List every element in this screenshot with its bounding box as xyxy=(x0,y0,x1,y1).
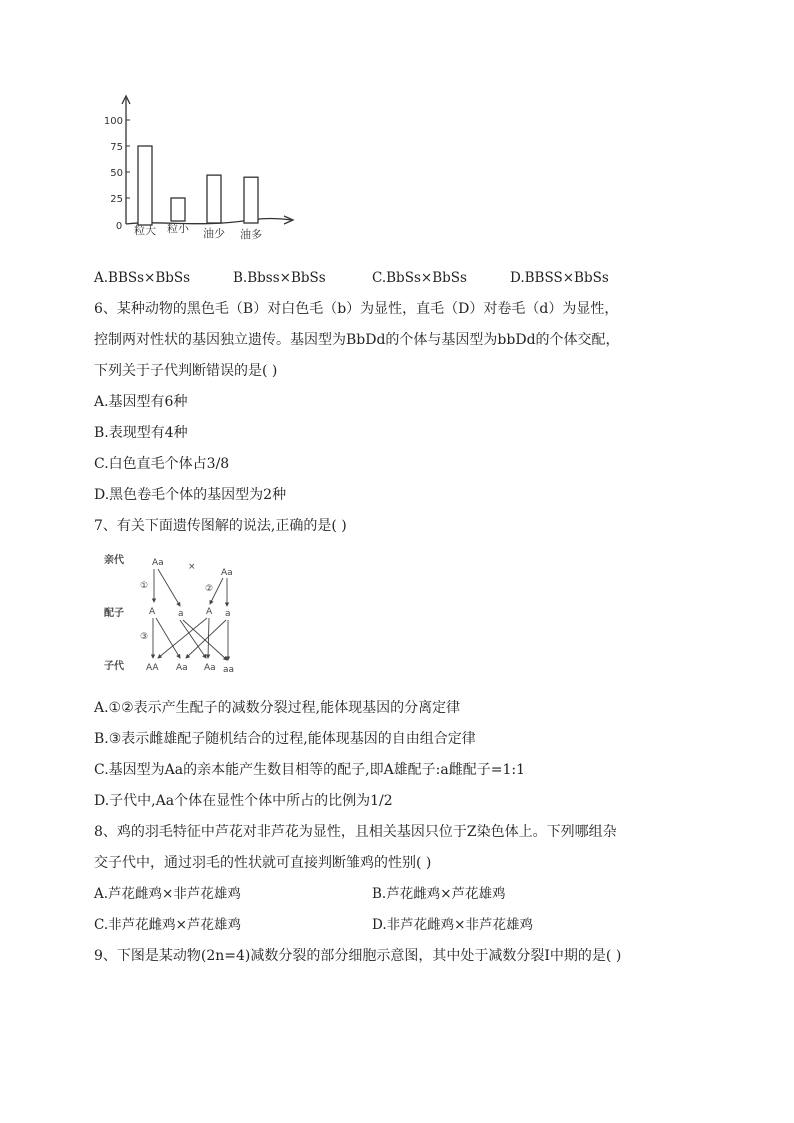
q7-stem: 7、有关下面遗传图解的说法,正确的是( ) xyxy=(94,518,347,534)
q7-option-d: D.子代中,Aa个体在显性个体中所占的比例为1/2 xyxy=(94,793,393,809)
cross-symbol: × xyxy=(188,562,196,572)
marker-3: ③ xyxy=(140,632,149,642)
q8-option-b: B.芦花雌鸡×芦花雄鸡 xyxy=(372,886,506,902)
row-label-gametes: 配子 xyxy=(104,608,124,619)
q9-stem: 9、下图是某动物(2n=4)减数分裂的部分细胞示意图，其中处于减数分裂I中期的是( ) xyxy=(94,948,622,964)
marker-2: ② xyxy=(205,584,214,594)
bar-chart xyxy=(100,92,305,244)
y-tick-label: 100 xyxy=(103,116,123,127)
x-category-label: 油少 xyxy=(203,227,225,240)
row-label-offspring: 子代 xyxy=(104,661,124,672)
q6-option-d: D.黑色卷毛个体的基因型为2种 xyxy=(94,487,287,503)
q6-option-c: C.白色直毛个体占3/8 xyxy=(94,456,230,472)
q6-stem-line-1: 6、某种动物的黑色毛（B）对白色毛（b）为显性，直毛（D）对卷毛（d）为显性， xyxy=(94,301,619,317)
y-tick-label: 50 xyxy=(110,168,123,179)
q5-option-d: D.BBSS×BbSs xyxy=(510,270,609,286)
q8-stem-line-1: 8、鸡的羽毛特征中芦花对非芦花为显性，且相关基因只位于Z染色体上。下列哪组杂 xyxy=(94,824,617,840)
parent-left-genotype: Aa xyxy=(152,558,164,568)
q5-option-a: A.BBSs×BbSs xyxy=(94,270,191,286)
gamete-left-A: A xyxy=(149,607,156,617)
offspring-Aa-2: Aa xyxy=(204,663,216,673)
x-category-label: 油多 xyxy=(240,228,262,241)
gamete-right-a: a xyxy=(225,609,231,619)
q6-option-a: A.基因型有6种 xyxy=(94,394,188,410)
cross-arrows xyxy=(153,569,228,660)
gamete-right-A: A xyxy=(206,607,213,617)
marker-1: ① xyxy=(140,581,149,591)
q8-option-c: C.非芦花雌鸡×芦花雄鸡 xyxy=(94,917,241,933)
chart-y-tick-labels xyxy=(104,116,123,205)
q7-option-c: C.基因型为Aa的亲本能产生数目相等的配子,即A雄配子:a雌配子=1:1 xyxy=(94,762,526,778)
offspring-Aa-1: Aa xyxy=(176,663,188,673)
q5-option-c: C.BbSs×BbSs xyxy=(372,270,467,286)
q6-option-b: B.表现型有4种 xyxy=(94,425,188,441)
gamete-left-a: a xyxy=(178,609,184,619)
genetic-cross-diagram xyxy=(100,550,245,680)
q6-stem-line-3: 下列关于子代判断错误的是( ) xyxy=(94,363,278,379)
offspring-AA: AA xyxy=(146,663,159,673)
x-category-label: 粒小 xyxy=(167,222,189,235)
bar-3 xyxy=(207,175,221,223)
q5-option-b: B.Bbss×BbSs xyxy=(233,270,326,286)
bar-4 xyxy=(244,177,258,223)
offspring-aa: aa xyxy=(223,665,235,675)
q8-option-d: D.非芦花雌鸡×非芦花雄鸡 xyxy=(372,917,533,933)
row-label-parents: 亲代 xyxy=(104,555,124,566)
bar-1 xyxy=(138,146,152,225)
q8-option-a: A.芦花雌鸡×非芦花雄鸡 xyxy=(94,886,241,902)
bar-2 xyxy=(171,198,185,221)
x-category-label: 粒大 xyxy=(134,224,156,237)
q7-option-a: A.①②表示产生配子的减数分裂过程,能体现基因的分离定律 xyxy=(94,700,461,716)
parent-right-genotype: Aa xyxy=(221,568,233,578)
q8-stem-line-2: 交子代中，通过羽毛的性状就可直接判断雏鸡的性别( ) xyxy=(94,855,432,871)
chart-bars xyxy=(138,146,258,225)
q6-stem-line-2: 控制两对性状的基因独立遗传。基因型为BbDd的个体与基因型为bbDd的个体交配， xyxy=(94,332,620,348)
y-tick-label: 75 xyxy=(110,142,123,153)
q7-option-b: B.③表示雌雄配子随机结合的过程,能体现基因的自由组合定律 xyxy=(94,731,476,747)
chart-origin-label: 0 xyxy=(115,221,123,232)
y-tick-label: 25 xyxy=(110,194,123,205)
